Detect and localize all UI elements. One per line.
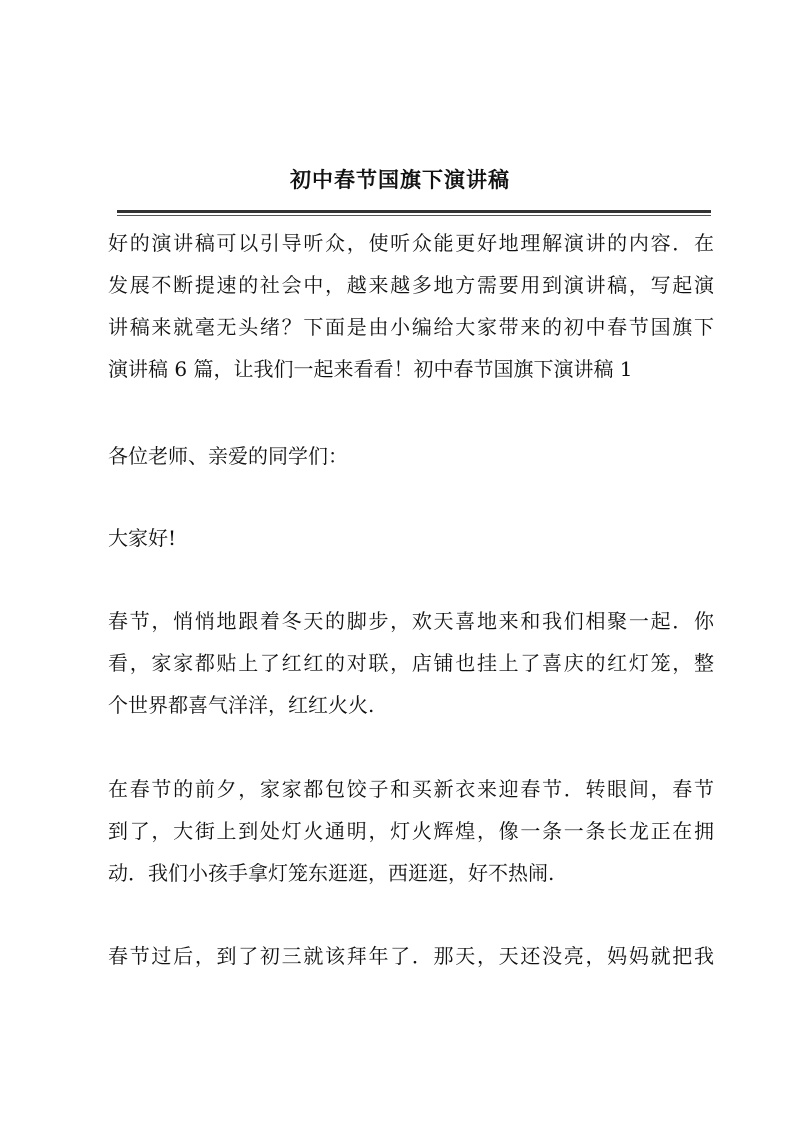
paragraph-salutation <box>108 435 714 477</box>
paragraph-line: 动．我们小孩手拿灯笼东逛逛，西逛逛，好不热闹. <box>108 861 555 885</box>
paragraph-line: 在春节的前夕，家家都包饺子和买新衣来迎春节．转眼间，春节 <box>108 777 714 801</box>
paragraph-intro <box>108 222 714 390</box>
paragraph-greeting <box>108 517 714 559</box>
paragraph-line: 好的演讲稿可以引导听众，使听众能更好地理解演讲的内容．在 <box>108 231 714 255</box>
title-divider-thick <box>117 210 711 213</box>
paragraph-line: 春节，悄悄地跟着冬天的脚步，欢天喜地来和我们相聚一起．你 <box>108 609 714 633</box>
paragraph-eve <box>108 768 714 894</box>
paragraph-line: 看，家家都贴上了红红的对联，店铺也挂上了喜庆的红灯笼，整 <box>108 651 714 675</box>
paragraph-line: 各位老师、亲爱的同学们： <box>108 444 348 468</box>
paragraph-new-year-visit <box>108 935 714 977</box>
paragraph-line: 个世界都喜气洋洋，红红火火. <box>108 693 375 717</box>
paragraph-line: 大家好! <box>108 526 177 550</box>
paragraph-line: 讲稿来就毫无头绪？下面是由小编给大家带来的初中春节国旗下 <box>108 315 714 339</box>
paragraph-line: 春节过后，到了初三就该拜年了．那天，天还没亮，妈妈就把我 <box>108 944 714 968</box>
document-title: 初中春节国旗下演讲稿 <box>290 167 510 192</box>
paragraph-line: 发展不断提速的社会中，越来越多地方需要用到演讲稿，写起演 <box>108 273 714 297</box>
paragraph-line: 演讲稿 6 篇，让我们一起来看看！初中春节国旗下演讲稿 1 <box>108 357 633 381</box>
paragraph-spring-festival <box>108 600 714 726</box>
title-divider-thin <box>117 215 711 216</box>
paragraph-line: 到了，大街上到处灯火通明，灯火辉煌，像一条一条长龙正在拥 <box>108 819 714 843</box>
